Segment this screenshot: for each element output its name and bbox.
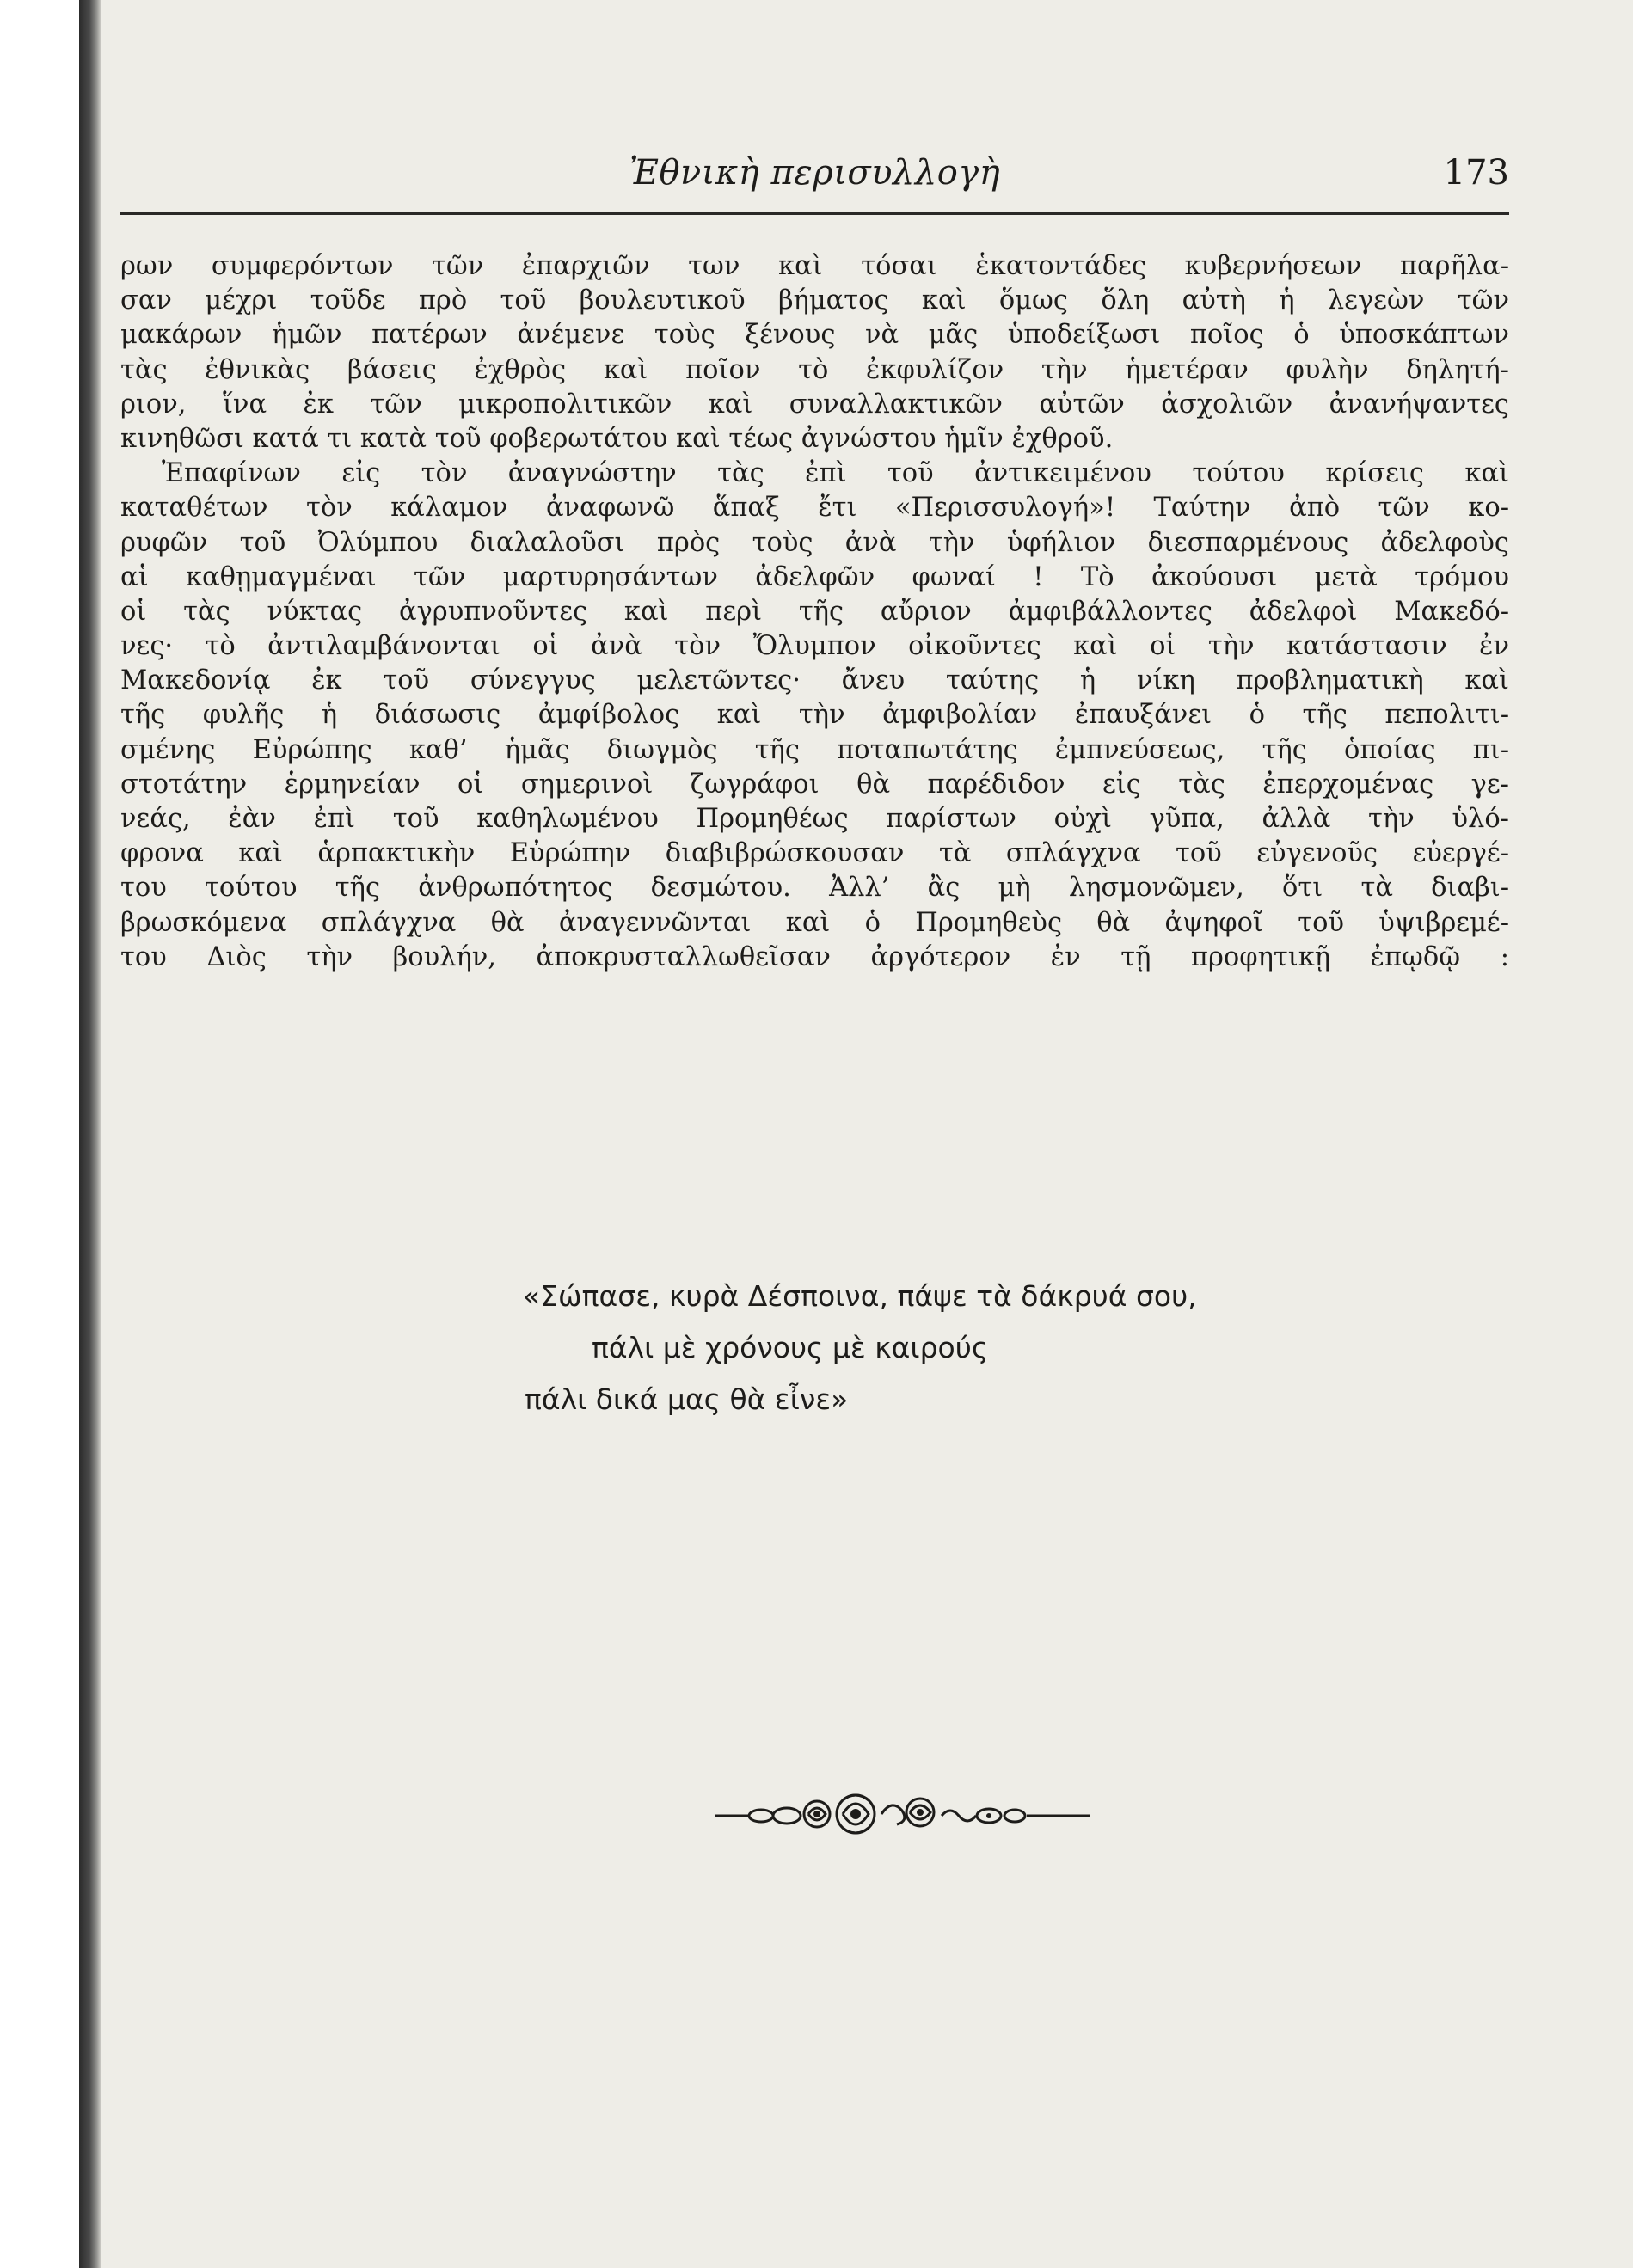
text-line: σαν μέχρι τοῦδε πρὸ τοῦ βουλευτικοῦ βήματος καὶ ὅμως ὅλη αὐτὴ ἡ λεγεὼν τῶν bbox=[120, 285, 1509, 316]
text-line: στοτάτην ἑρμηνείαν οἱ σημερινοὶ ζωγράφοι θὰ παρέδιδον εἰς τὰς ἐπερχομένας γε- bbox=[120, 769, 1509, 800]
ornament-icon bbox=[714, 1788, 1092, 1840]
running-title: Ἐθνικὴ περισυλλογὴ bbox=[629, 153, 1001, 193]
text-line: καταθέτων τὸν κάλαμον ἀναφωνῶ ἅπαξ ἔτι «Περισσυλογή»! Ταύτην ἀπὸ τῶν κο- bbox=[120, 493, 1509, 524]
text-line: νεάς, ἐὰν ἐπὶ τοῦ καθηλωμένου Προμηθέως παρίστων οὐχὶ γῦπα, ἀλλὰ τὴν ὑλό- bbox=[120, 804, 1509, 834]
page-header bbox=[120, 153, 1509, 205]
text-line: τὰς ἐθνικὰς βάσεις ἐχθρὸς καὶ ποῖον τὸ ἐκφυλίζον τὴν ἡμετέραν φυλὴν δηλητή- bbox=[120, 354, 1509, 385]
text-line: μακάρων ἡμῶν πατέρων ἀνέμενε τοὺς ξένους νὰ μᾶς ὑποδείξωσι ποῖος ὁ ὑποσκάπτων bbox=[120, 320, 1509, 351]
text-line: Ἐπαφίνων εἰς τὸν ἀναγνώστην τὰς ἐπὶ τοῦ ἀντικειμένου τούτου κρίσεις καὶ bbox=[162, 458, 1509, 489]
text-line: τῆς φυλῆς ἡ διάσωσις ἀμφίβολος καὶ τὴν ἀμφιβολίαν ἐπαυξάνει ὁ τῆς πεπολιτι- bbox=[120, 700, 1509, 731]
page-number: 173 bbox=[1443, 153, 1509, 193]
verse-line: πάλι δικά μας θὰ εἶνε» bbox=[525, 1382, 849, 1416]
text-line: οἱ τὰς νύκτας ἀγρυπνοῦντες καὶ περὶ τῆς αὔριον ἀμφιβάλλοντες ἀδελφοὶ Μακεδό- bbox=[120, 596, 1509, 627]
text-line: Μακεδονίᾳ ἐκ τοῦ σύνεγγυς μελετῶντες· ἄνευ ταύτης ἡ νίκη προβληματικὴ καὶ bbox=[120, 665, 1509, 696]
verse-line: πάλι μὲ χρόνους μὲ καιρούς bbox=[592, 1331, 989, 1364]
text-line: του τούτου τῆς ἀνθρωπότητος δεσμώτου. Ἀλλ’ ἂς μὴ λησμονῶμεν, ὅτι τὰ διαβι- bbox=[120, 873, 1509, 904]
verse-quote bbox=[120, 1271, 1509, 1425]
text-line: αἱ καθῃμαγμέναι τῶν μαρτυρησάντων ἀδελφῶν φωναί ! Τὸ ἀκούουσι μετὰ τρόμου bbox=[120, 561, 1509, 592]
text-line: νες· τὸ ἀντιλαμβάνονται οἱ ἀνὰ τὸν Ὄλυμπον οἰκοῦντες καὶ οἱ τὴν κατάστασιν ἐν bbox=[120, 631, 1509, 662]
body-text bbox=[120, 249, 1509, 975]
text-line: ρυφῶν τοῦ Ὀλύμπου διαλαλοῦσι πρὸς τοὺς ἀνὰ τὴν ὑφήλιον διεσπαρμένους ἀδελφοὺς bbox=[120, 527, 1509, 558]
book-binding-edge bbox=[0, 0, 101, 2268]
header-rule bbox=[120, 212, 1509, 215]
verse-line: «Σώπασε, κυρὰ Δέσποινα, πάψε τὰ δάκρυά σου, bbox=[523, 1279, 1197, 1313]
text-line: βρωσκόμενα σπλάγχνα θὰ ἀναγεννῶνται καὶ ὁ Προμηθεὺς θὰ ἀψηφοῖ τοῦ ὑψιβρεμέ- bbox=[120, 907, 1509, 938]
text-line: φρονα καὶ ἁρπακτικὴν Εὐρώπην διαβιβρώσκουσαν τὰ σπλάγχνα τοῦ εὐγενοῦς εὐεργέ- bbox=[120, 838, 1509, 869]
text-line: σμένης Εὐρώπης καθ’ ἡμᾶς διωγμὸς τῆς ποταπωτάτης ἐμπνεύσεως, τῆς ὁποίας πι- bbox=[120, 734, 1509, 765]
text-line: κινηθῶσι κατά τι κατὰ τοῦ φοβερωτάτου καὶ τέως ἀγνώστου ἡμῖν ἐχθροῦ. bbox=[120, 423, 1114, 454]
text-line: ριον, ἵνα ἐκ τῶν μικροπολιτικῶν καὶ συναλλακτικῶν αὐτῶν ἀσχολιῶν ἀνανήψαντες bbox=[120, 389, 1509, 420]
text-line: ρων συμφερόντων τῶν ἐπαρχιῶν των καὶ τόσαι ἑκατοντάδες κυβερνήσεων παρῆλα- bbox=[120, 251, 1509, 281]
text-line: του Διὸς τὴν βουλήν, ἀποκρυσταλλωθεῖσαν ἀργότερον ἐν τῇ προφητικῇ ἐπῳδῷ : bbox=[120, 941, 1509, 972]
